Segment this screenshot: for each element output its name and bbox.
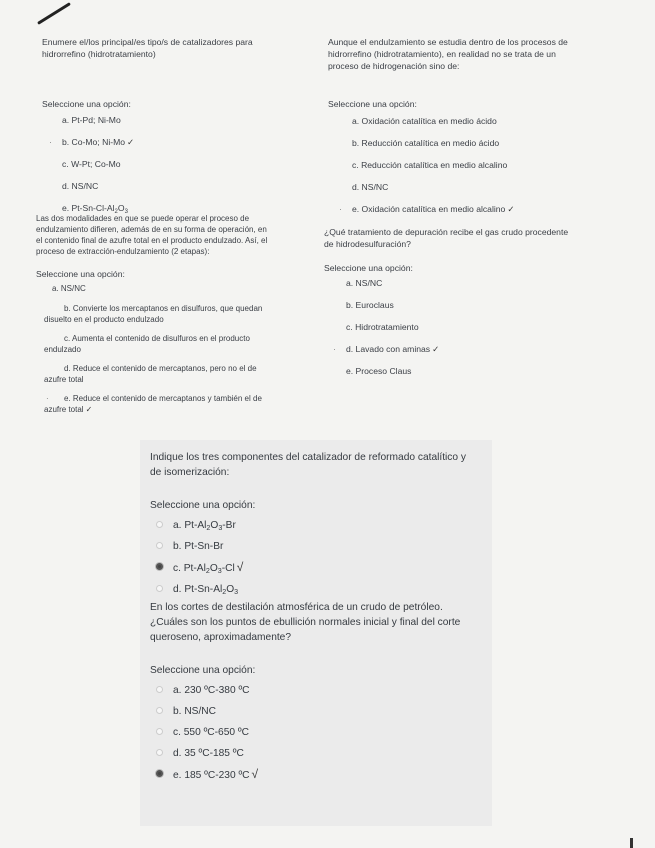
q5-option-a[interactable]: a. $Pt-Al_2O_3-Br$ (173, 518, 486, 533)
q2-prompt: Aunque el endulzamiento se estudia dentro de los procesos de hidrorrefino (hidrotratamiento), en realidad no se trata de un proceso de hidrogenación sino de: (328, 37, 568, 71)
bullet-icon: · (333, 344, 336, 354)
checkmark-icon: ✓ (432, 344, 440, 354)
q3-option-c[interactable]: c. Aumenta el contenido de disulfuros en el producto endulzado (44, 334, 250, 354)
q4-option-d[interactable]: · d. Lavado con aminas ✓ (333, 344, 440, 354)
q2-option-d[interactable]: d. NS/NC (352, 182, 389, 192)
q6-prompt: En los cortes de destilación atmosférica de un crudo de petróleo. ¿Cuáles son los puntos de ebullición normales inicial y final del corte queroseno, aproximadamente? (150, 602, 461, 643)
q6-option-d[interactable]: d. 35 ºC-185 ºC (173, 746, 486, 761)
q4-option-c[interactable]: c. Hidrotratamiento (346, 322, 419, 332)
radio-selected-icon[interactable] (156, 563, 163, 570)
q6-option-b[interactable]: b. NS/NC (173, 704, 486, 719)
q2-option-b[interactable]: b. Reducción catalítica en medio ácido (352, 138, 500, 148)
q6-option-c[interactable]: c. 550 ºC-650 ºC (173, 725, 486, 740)
checkmark-icon: ✓ (507, 204, 515, 214)
q6-option-a[interactable]: a. 230 ºC-380 ºC (173, 683, 486, 698)
checkmark-icon: ✓ (85, 405, 93, 414)
q3-option-e[interactable]: · e. Reduce el contenido de mercaptanos y también el de azufre total ✓ (44, 394, 262, 414)
q3-option-d[interactable]: d. Reduce el contenido de mercaptanos, pero no el de azufre total (44, 364, 257, 384)
q3-select-label: Seleccione una opción: (36, 269, 125, 279)
q6-option-e[interactable]: e. 185 ºC-230 ºC √ (173, 767, 486, 783)
checkmark-icon: ✓ (127, 137, 135, 147)
q2-option-a[interactable]: a. Oxidación catalítica en medio ácido (352, 116, 497, 126)
pen-stroke-mark (37, 2, 71, 25)
radio-icon[interactable] (156, 728, 163, 735)
q4-select-label: Seleccione una opción: (324, 263, 413, 273)
q1-option-e[interactable]: e. $Pt-Sn-Cl-Al_2O_3$ (62, 203, 128, 215)
q1-option-c[interactable]: c. W-Pt; Co-Mo (62, 159, 121, 169)
question-5 (150, 450, 486, 597)
bullet-icon: · (49, 137, 52, 147)
lower-screenshot-panel (140, 440, 492, 826)
q6-select-label: Seleccione una opción: (150, 665, 256, 676)
q5-option-d[interactable]: d. $Pt-Sn-Al_2O_3$ (173, 582, 486, 597)
radio-icon[interactable] (156, 585, 163, 592)
q5-option-b[interactable]: b. Pt-Sn-Br (173, 539, 486, 554)
q3-option-a[interactable]: a. NS/NC (52, 284, 86, 293)
radio-icon[interactable] (156, 707, 163, 714)
radio-icon[interactable] (156, 686, 163, 693)
checkmark-icon: √ (236, 560, 244, 574)
q4-option-a[interactable]: a. NS/NC (346, 278, 383, 288)
edge-mark (630, 838, 633, 848)
question-3 (36, 213, 318, 415)
q3-prompt: Las dos modalidades en que se puede operar el proceso de endulzamiento difieren, además de en su forma de operación, en el contenido final de azufre total en el producto endulzado. Así, el proceso de extracción-endulzamiento (2 etapas): (36, 214, 268, 256)
q4-option-b[interactable]: b. Euroclaus (346, 300, 394, 310)
q1-option-b[interactable]: · b. Co-Mo; Ni-Mo ✓ (49, 137, 135, 147)
q1-prompt: Enumere el/los principal/es tipo/s de catalizadores para hidrorrefino (hidrotratamiento) (42, 37, 253, 59)
q2-option-e[interactable]: · e. Oxidación catalítica en medio alcalino ✓ (339, 204, 515, 214)
question-6 (150, 600, 486, 783)
radio-icon[interactable] (156, 749, 163, 756)
q1-option-a[interactable]: a. Pt-Pd; Ni-Mo (62, 115, 121, 125)
question-4 (324, 226, 620, 377)
q4-prompt: ¿Qué tratamiento de depuración recibe el gas crudo procedente de hidrodesulfuración? (324, 227, 569, 249)
q2-select-label: Seleccione una opción: (328, 99, 417, 109)
q1-option-d[interactable]: d. NS/NC (62, 181, 99, 191)
question-1 (42, 36, 302, 214)
q5-prompt: Indique los tres componentes del catalizador de reformado catalítico y de isomerización: (150, 452, 466, 478)
q1-select-label: Seleccione una opción: (42, 99, 131, 109)
q4-option-e[interactable]: e. Proceso Claus (346, 366, 412, 376)
checkmark-icon: √ (251, 767, 259, 781)
question-2 (328, 36, 618, 215)
radio-selected-icon[interactable] (156, 770, 163, 777)
q5-option-c[interactable]: c. $Pt-Al_2O_3-Cl$ √ (173, 560, 486, 576)
radio-icon[interactable] (156, 521, 163, 528)
radio-icon[interactable] (156, 542, 163, 549)
q3-option-b[interactable]: b. Convierte los mercaptanos en disulfuros, que quedan disuelto en el producto endulzado (44, 304, 263, 324)
q2-option-c[interactable]: c. Reducción catalítica en medio alcalino (352, 160, 508, 170)
bullet-icon: · (339, 204, 342, 214)
bullet-icon: · (46, 394, 49, 403)
q5-select-label: Seleccione una opción: (150, 500, 256, 511)
